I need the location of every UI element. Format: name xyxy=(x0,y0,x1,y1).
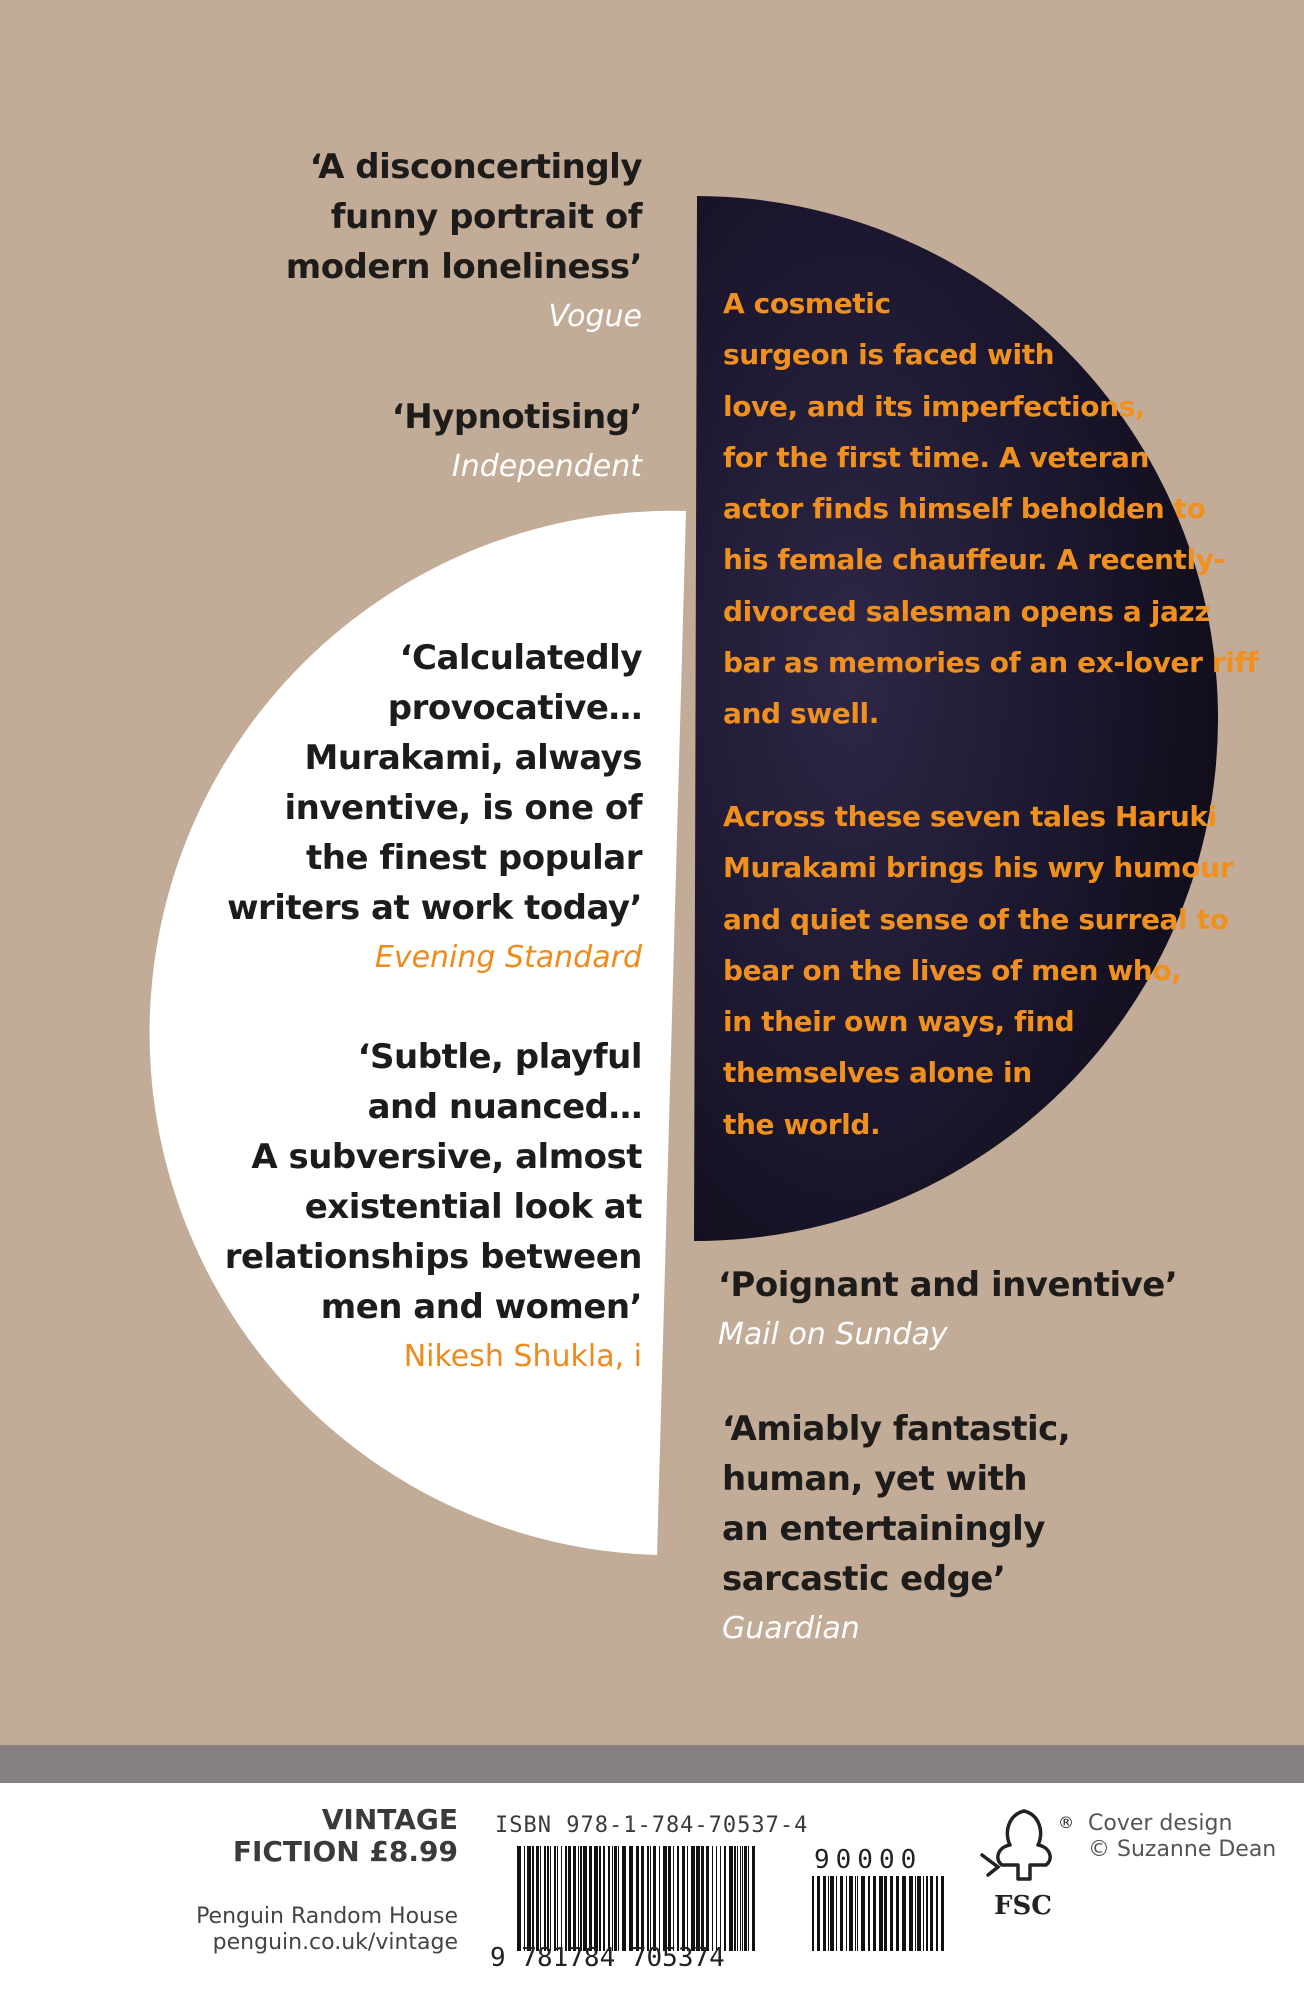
barcode-bar xyxy=(663,1846,667,1951)
quote-independent-block xyxy=(392,392,642,492)
barcode-bar xyxy=(550,1846,551,1951)
barcode-bar xyxy=(941,1876,944,1951)
barcode-bar xyxy=(614,1846,617,1951)
category-price: FICTION £8.99 xyxy=(232,1835,458,1868)
barcode-bar xyxy=(936,1876,938,1951)
cover-credit-line-1: Cover design xyxy=(1088,1811,1233,1836)
barcode-bar xyxy=(902,1876,906,1951)
fsc-tree-icon xyxy=(978,1805,1070,1885)
isbn-text: ISBN 978-1-784-70537-4 xyxy=(495,1813,809,1838)
fsc-logo xyxy=(978,1805,1070,1889)
barcode-bar xyxy=(636,1846,639,1951)
barcode-bar xyxy=(823,1876,826,1951)
publisher-block xyxy=(196,1904,458,1956)
barcode-bar xyxy=(909,1876,913,1951)
quote-evening-standard-source: Evening Standard xyxy=(374,940,642,975)
barcode-bar xyxy=(737,1846,738,1951)
price-code: 90000 xyxy=(814,1845,923,1875)
barcode-bar xyxy=(647,1846,649,1951)
barcode-bar xyxy=(752,1846,755,1951)
barcode-bar xyxy=(583,1846,587,1951)
barcode-bar xyxy=(682,1846,685,1951)
quote-guardian-text: ‘Amiably fantastic, human, yet with an entertainingly sarcastic edge’ xyxy=(722,1409,1071,1599)
barcode-bar xyxy=(687,1846,688,1951)
barcode-bar xyxy=(812,1876,814,1951)
barcode-bar xyxy=(650,1846,651,1951)
barcode-bar xyxy=(817,1876,820,1951)
barcode-bar xyxy=(930,1876,933,1951)
barcode-bar xyxy=(840,1876,843,1951)
barcode-bar xyxy=(573,1846,576,1951)
quote-nikesh-shukla-source: Nikesh Shukla, i xyxy=(403,1339,642,1374)
barcode-bar xyxy=(712,1846,713,1951)
quote-independent-text: ‘Hypnotising’ xyxy=(391,397,642,437)
barcode-bar xyxy=(873,1876,876,1951)
barcode-bar xyxy=(879,1876,883,1951)
barcode-bar xyxy=(740,1846,741,1951)
barcode-bar xyxy=(554,1846,556,1951)
barcode-bar xyxy=(742,1846,743,1951)
quote-evening-standard-text: ‘Calculatedly provocative… Murakami, always inventive, is one of the finest popular writers at work today’ xyxy=(227,638,642,928)
barcode-bar xyxy=(696,1846,700,1951)
quote-guardian-block xyxy=(722,1404,1070,1654)
barcode-main xyxy=(517,1846,757,1951)
registered-mark: ® xyxy=(1058,1813,1074,1832)
book-description: A cosmetic surgeon is faced with love, and its imperfections, for the first time. A veteran actor finds himself beholden to his female chauffeur. A recently- divorced salesman opens a jazz bar as memories of an ex-lover riff and swell. Across these seven tales Haruki Murakami brings his wry humour and quiet sense of the surreal to bear on the lives of men who, in their own ways, find themselves alone in the world. xyxy=(723,287,1259,1141)
quote-evening-standard-block xyxy=(227,633,642,983)
barcode-bar xyxy=(536,1846,539,1951)
quote-mail-on-sunday-source: Mail on Sunday xyxy=(718,1317,948,1352)
publisher-name: Penguin Random House xyxy=(196,1904,458,1929)
barcode-bar xyxy=(673,1846,674,1951)
barcode-addon xyxy=(812,1876,947,1951)
barcode-bar xyxy=(547,1846,549,1951)
barcode-bar xyxy=(544,1846,546,1951)
barcode-bar xyxy=(915,1876,916,1951)
barcode-bar xyxy=(720,1846,721,1951)
barcode-bar xyxy=(594,1846,598,1951)
barcode-bar xyxy=(618,1846,619,1951)
cover-credit xyxy=(1088,1811,1276,1863)
barcode-bar xyxy=(729,1846,733,1951)
barcode-bar xyxy=(517,1846,521,1951)
barcode-bar xyxy=(589,1846,592,1951)
barcode-bar xyxy=(641,1846,644,1951)
barcode-bar xyxy=(706,1846,709,1951)
barcode-bar xyxy=(612,1846,613,1951)
barcode-bar xyxy=(557,1846,558,1951)
barcode-bar xyxy=(527,1846,531,1951)
barcode-bar xyxy=(830,1876,834,1951)
barcode-bar xyxy=(724,1846,726,1951)
barcode-bar xyxy=(701,1846,704,1951)
cover-credit-line-2: © Suzanne Dean xyxy=(1088,1837,1277,1862)
quote-nikesh-shukla-text: ‘Subtle, playful and nuanced… A subversive, almost existential look at relationships between men and women’ xyxy=(224,1037,642,1327)
barcode-bar xyxy=(622,1846,626,1951)
imprint-name: VINTAGE xyxy=(321,1803,458,1836)
barcode-bar xyxy=(532,1846,534,1951)
quote-nikesh-shukla-block xyxy=(225,1032,642,1382)
barcode-bar xyxy=(744,1846,747,1951)
imprint-block xyxy=(233,1804,458,1868)
publisher-website: penguin.co.uk/vintage xyxy=(212,1930,458,1955)
quote-vogue-source: Vogue xyxy=(548,299,642,334)
barcode-bar xyxy=(923,1876,924,1951)
barcode-bar xyxy=(568,1846,571,1951)
barcode-bar xyxy=(861,1876,865,1951)
barcode-bar xyxy=(668,1846,671,1951)
barcode-digits: 9 781784 705374 xyxy=(490,1943,725,1973)
barcode-bar xyxy=(524,1846,525,1951)
barcode-bar xyxy=(926,1876,928,1951)
barcode-bar xyxy=(846,1876,847,1951)
quote-guardian-source: Guardian xyxy=(722,1611,860,1646)
footer-stripe xyxy=(0,1745,1304,1783)
barcode-bar xyxy=(603,1846,605,1951)
barcode-bar xyxy=(608,1846,610,1951)
barcode-bar xyxy=(580,1846,582,1951)
quote-mail-on-sunday-text: ‘Poignant and inventive’ xyxy=(718,1265,1178,1305)
quote-independent-source: Independent xyxy=(451,449,642,484)
barcode-bar xyxy=(734,1846,736,1951)
barcode-bar xyxy=(890,1876,893,1951)
barcode-bar xyxy=(659,1846,660,1951)
barcode-bar xyxy=(917,1876,921,1951)
footer-panel xyxy=(0,1783,1304,2000)
barcode-bar xyxy=(565,1846,567,1951)
barcode-bar xyxy=(748,1846,749,1951)
barcode-bar xyxy=(884,1876,887,1951)
barcode-bar xyxy=(691,1846,695,1951)
barcode-bar xyxy=(599,1846,601,1951)
quote-vogue-text: ‘A disconcertingly funny portrait of modern loneliness’ xyxy=(285,147,642,287)
quote-mail-on-sunday-block xyxy=(718,1260,1177,1360)
fsc-label: FSC xyxy=(994,1891,1052,1921)
barcode-bar xyxy=(849,1876,853,1951)
barcode-bar xyxy=(677,1846,679,1951)
barcode-bar xyxy=(540,1846,541,1951)
barcode-bar xyxy=(868,1876,870,1951)
barcode-bar xyxy=(896,1876,899,1951)
barcode-bar xyxy=(855,1876,856,1951)
barcode-bar xyxy=(578,1846,579,1951)
quote-vogue-block xyxy=(286,142,642,342)
barcode-bar xyxy=(629,1846,633,1951)
barcode-bar xyxy=(828,1876,829,1951)
barcode-bar xyxy=(836,1876,837,1951)
barcode-bar xyxy=(716,1846,717,1951)
barcode-bar xyxy=(561,1846,562,1951)
barcode-bar xyxy=(653,1846,656,1951)
barcode-bar xyxy=(857,1876,858,1951)
